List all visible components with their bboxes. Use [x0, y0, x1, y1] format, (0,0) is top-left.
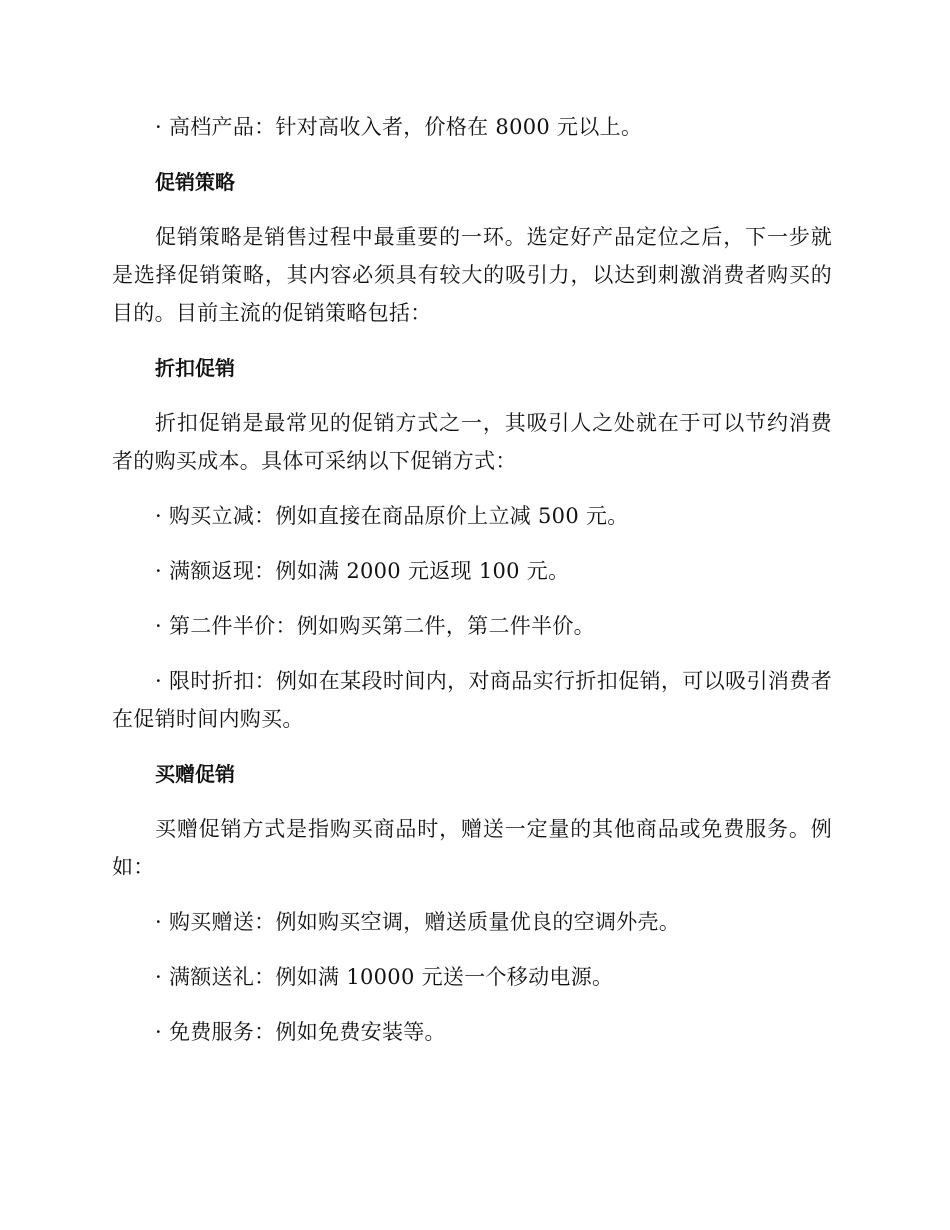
paragraph-promotion-strategy: 促销策略是销售过程中最重要的一环。选定好产品定位之后，下一步就是选择促销策略，其内容必须具有较大的吸引力，以达到刺激消费者购买的目的。目前主流的促销策略包括：	[112, 225, 832, 325]
bullet-instant-reduction: · 购买立减：例如直接在商品原价上立减 500 元。	[155, 504, 629, 528]
bullet-threshold-gift: · 满额送礼：例如满 10000 元送一个移动电源。	[155, 965, 614, 989]
heading-discount-promotion: 折扣促销	[155, 356, 235, 380]
bullet-purchase-gift: · 购买赠送：例如购买空调，赠送质量优良的空调外壳。	[155, 910, 681, 934]
bullet-second-half-price: · 第二件半价：例如购买第二件，第二件半价。	[155, 614, 595, 638]
document-page	[112, 108, 832, 1051]
bullet-high-end-product: · 高档产品：针对高收入者，价格在 8000 元以上。	[155, 115, 643, 139]
paragraph-gift-promotion: 买赠促销方式是指购买商品时，赠送一定量的其他商品或免费服务。例如：	[112, 817, 832, 879]
heading-gift-promotion: 买赠促销	[155, 762, 235, 786]
heading-promotion-strategy: 促销策略	[155, 170, 235, 194]
bullet-free-service: · 免费服务：例如免费安装等。	[155, 1020, 446, 1044]
bullet-cash-back: · 满额返现：例如满 2000 元返现 100 元。	[155, 559, 570, 583]
paragraph-discount-promotion: 折扣促销是最常见的促销方式之一，其吸引人之处就在于可以节约消费者的购买成本。具体可采纳以下促销方式：	[112, 411, 832, 473]
bullet-limited-time-discount: · 限时折扣：例如在某段时间内，对商品实行折扣促销，可以吸引消费者在促销时间内购买。	[112, 669, 832, 731]
